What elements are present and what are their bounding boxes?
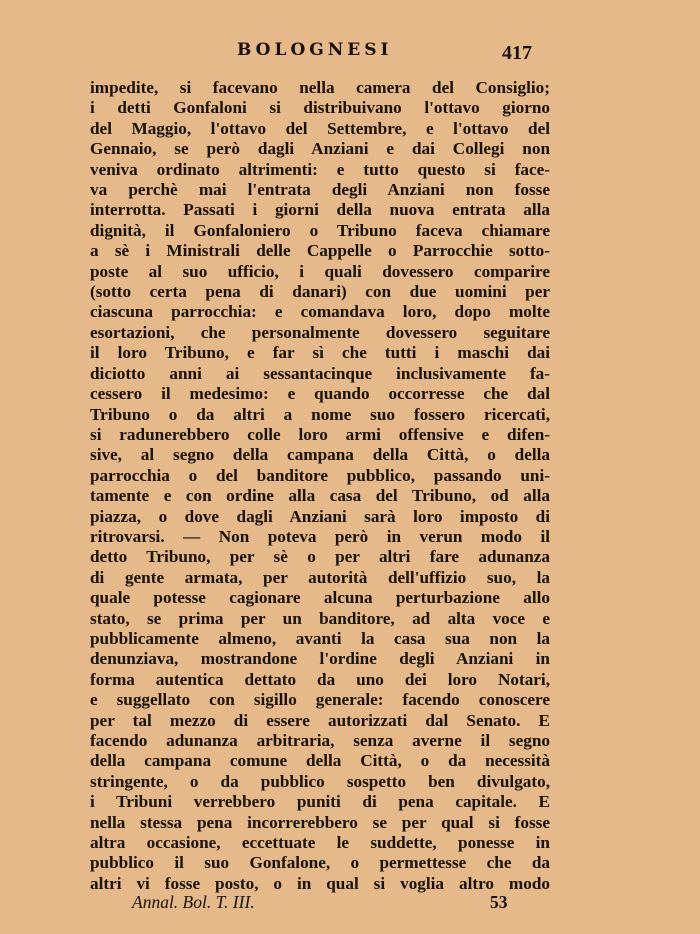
text-line: il loro Tribuno, e far sì che tutti i maschi dai (90, 343, 550, 363)
text-line: di gente armata, per autorità dell'uffizio suo, la (90, 567, 550, 587)
text-line: tamente e con ordine alla casa del Tribuno, od alla (90, 486, 550, 506)
text-line: del Maggio, l'ottavo del Settembre, e l'ottavo del (90, 118, 550, 138)
page-footer (90, 892, 550, 914)
text-line: interrotta. Passati i giorni della nuova entrata alla (90, 200, 550, 220)
text-line: piazza, o dove dagli Anziani sarà loro imposto di (90, 506, 550, 526)
text-line: i detti Gonfaloni si distribuivano l'ottavo giorno (90, 98, 550, 118)
sheet-mark: 53 (490, 892, 508, 912)
text-line: parrocchia o del banditore pubblico, passando uni- (90, 465, 550, 485)
text-line: stringente, o da pubblico sospetto ben divulgato, (90, 771, 550, 791)
text-line: Tribuno o da altri a nome suo fossero ricercati, (90, 404, 550, 424)
text-line: quale potesse cagionare alcuna perturbazione allo (90, 588, 550, 608)
text-line: dignità, il Gonfaloniero o Tribuno faceva chiamare (90, 220, 550, 240)
text-line: poste al suo ufficio, i quali dovessero comparire (90, 261, 550, 281)
text-line: sive, al segno della campana della Città, o della (90, 445, 550, 465)
text-line: pubblicamente almeno, avanti la casa sua non la (90, 628, 550, 648)
text-line: si radunerebbero colle loro armi offensive e difen- (90, 424, 550, 444)
text-line: Gennaio, se però dagli Anziani e dai Collegi non (90, 139, 550, 159)
text-line: veniva ordinato altrimenti: e tutto questo si face- (90, 159, 550, 179)
text-line: cessero il medesimo: e quando occorresse che dal (90, 384, 550, 404)
text-line: facendo adunanza arbitraria, senza averne il segno (90, 731, 550, 750)
text-line: esortazioni, che personalmente dovessero seguitare (90, 322, 550, 342)
text-line: a sè i Ministrali delle Cappelle o Parrocchie sotto- (90, 241, 550, 261)
footer-signature: Annal. Bol. T. III. (132, 892, 255, 912)
text-line: detto Tribuno, per sè o per altri fare adunanza (90, 547, 550, 567)
text-line: i Tribuni verrebbero puniti di pena capitale. E (90, 792, 550, 812)
text-line: altri vi fosse posto, o in qual si voglia altro modo (90, 873, 550, 893)
text-line: impedite, si facevano nella camera del Consiglio; (90, 78, 550, 97)
text-line: nella stessa pena incorrerebbero se per qual si fosse (90, 812, 550, 832)
page-number: 417 (502, 42, 532, 64)
text-line: stato, se prima per un banditore, ad alta voce e (90, 608, 550, 628)
text-line: (sotto certa pena di danari) con due uomini per (90, 282, 550, 302)
text-line: pubblico il suo Gonfalone, o permettesse che da (90, 853, 550, 873)
body-text (90, 78, 550, 894)
running-title: BOLOGNESI (237, 40, 393, 60)
text-line: ciascuna parrocchia: e comandava loro, dopo molte (90, 302, 550, 322)
text-line: per tal mezzo di essere autorizzati dal Senato. E (90, 710, 550, 730)
text-line: ritrovarsi. — Non poteva però in verun modo il (90, 526, 550, 546)
text-line: denunziava, mostrandone l'ordine degli Anziani in (90, 649, 550, 669)
text-line: della campana comune della Città, o da necessità (90, 751, 550, 771)
text-line: e suggellato con sigillo generale: facendo conoscere (90, 690, 550, 710)
text-line: va perchè mai l'entrata degli Anziani non fosse (90, 180, 550, 200)
text-line: diciotto anni ai sessantacinque inclusivamente fa- (90, 363, 550, 383)
text-line: forma autentica dettato da uno dei loro Notari, (90, 669, 550, 689)
text-line: altra occasione, eccettuate le suddette, ponesse in (90, 833, 550, 853)
